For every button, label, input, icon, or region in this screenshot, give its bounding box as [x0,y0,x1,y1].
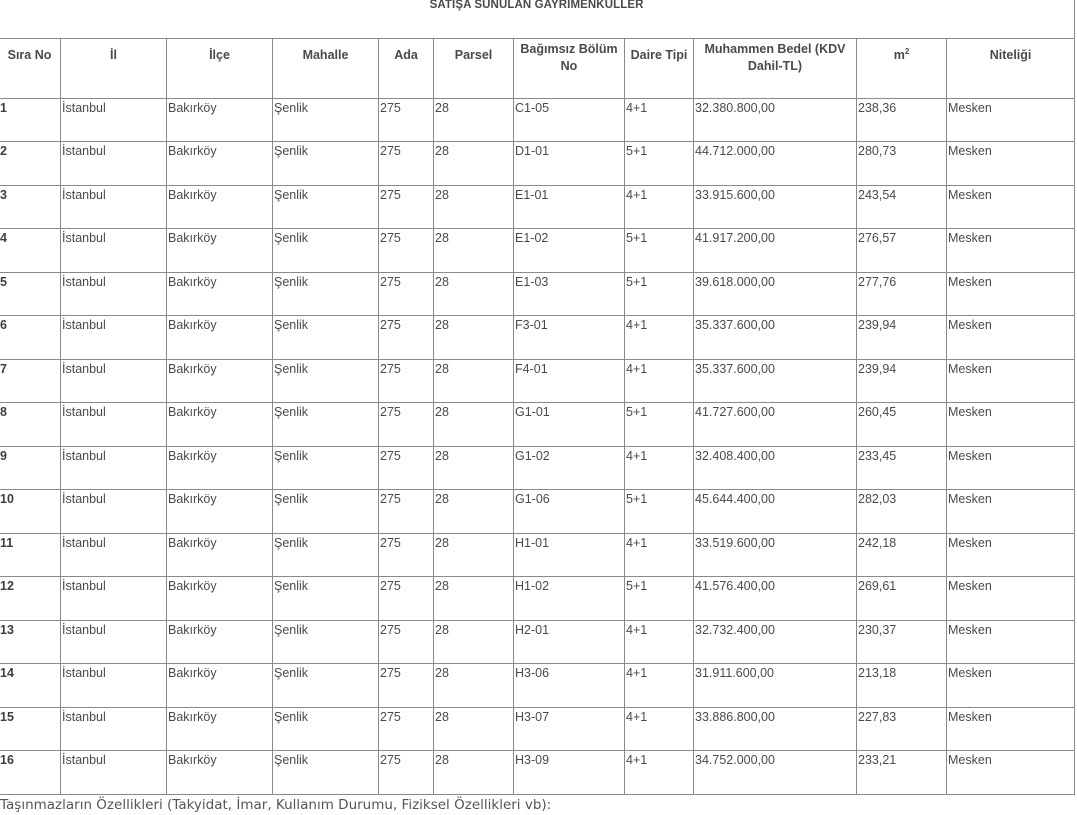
cell-parsel: 28 [434,185,514,229]
cell-m2: 239,94 [857,316,947,360]
cell-ada: 275 [379,229,434,273]
cell-parsel: 28 [434,620,514,664]
table-row [0,229,1075,273]
cell-muhammen-bedel: 35.337.600,00 [694,359,857,403]
cell-sira-no: 11 [0,533,61,577]
cell-daire-tipi: 4+1 [625,664,694,708]
cell-il: İstanbul [61,577,167,621]
cell-niteligi: Mesken [947,98,1075,142]
cell-mahalle: Şenlik [273,620,379,664]
cell-parsel: 28 [434,664,514,708]
table-row [0,533,1075,577]
cell-bagimsiz-bolum-no: H3-06 [514,664,625,708]
cell-bagimsiz-bolum-no: E1-01 [514,185,625,229]
cell-bagimsiz-bolum-no: C1-05 [514,98,625,142]
cell-bagimsiz-bolum-no: D1-01 [514,142,625,186]
cell-bagimsiz-bolum-no: F3-01 [514,316,625,360]
cell-niteligi: Mesken [947,316,1075,360]
cell-parsel: 28 [434,446,514,490]
cell-niteligi: Mesken [947,359,1075,403]
cell-il: İstanbul [61,229,167,273]
cell-il: İstanbul [61,403,167,447]
cell-bagimsiz-bolum-no: E1-02 [514,229,625,273]
cell-muhammen-bedel: 45.644.400,00 [694,490,857,534]
cell-niteligi: Mesken [947,620,1075,664]
table-row [0,316,1075,360]
cell-mahalle: Şenlik [273,185,379,229]
cell-m2: 233,21 [857,751,947,795]
cell-niteligi: Mesken [947,229,1075,273]
cell-niteligi: Mesken [947,664,1075,708]
cell-ilce: Bakırköy [167,707,273,751]
cell-niteligi: Mesken [947,707,1075,751]
cell-mahalle: Şenlik [273,316,379,360]
cell-sira-no: 10 [0,490,61,534]
cell-mahalle: Şenlik [273,533,379,577]
header-m2-sup: 2 [904,46,910,56]
cell-il: İstanbul [61,620,167,664]
cell-ada: 275 [379,359,434,403]
header-daire-tipi: Daire Tipi [625,38,694,98]
header-m2-base: m [893,47,905,62]
cell-ada: 275 [379,707,434,751]
cell-il: İstanbul [61,751,167,795]
table-row [0,751,1075,795]
table-row [0,664,1075,708]
cell-ada: 275 [379,533,434,577]
cell-ada: 275 [379,664,434,708]
cell-niteligi: Mesken [947,577,1075,621]
cell-parsel: 28 [434,490,514,534]
cell-ada: 275 [379,577,434,621]
cell-muhammen-bedel: 32.732.400,00 [694,620,857,664]
cell-ilce: Bakırköy [167,620,273,664]
cell-mahalle: Şenlik [273,490,379,534]
cell-il: İstanbul [61,272,167,316]
cell-daire-tipi: 5+1 [625,272,694,316]
header-parsel: Parsel [434,38,514,98]
cell-muhammen-bedel: 44.712.000,00 [694,142,857,186]
cell-il: İstanbul [61,142,167,186]
cell-ilce: Bakırköy [167,577,273,621]
cell-m2: 277,76 [857,272,947,316]
cell-sira-no: 4 [0,229,61,273]
cell-m2: 233,45 [857,446,947,490]
table-row [0,577,1075,621]
cell-parsel: 28 [434,577,514,621]
cell-daire-tipi: 5+1 [625,490,694,534]
cell-sira-no: 3 [0,185,61,229]
cell-m2: 276,57 [857,229,947,273]
cell-ada: 275 [379,446,434,490]
cell-daire-tipi: 4+1 [625,316,694,360]
cell-bagimsiz-bolum-no: H1-01 [514,533,625,577]
cell-il: İstanbul [61,446,167,490]
cell-muhammen-bedel: 33.519.600,00 [694,533,857,577]
cell-niteligi: Mesken [947,533,1075,577]
cell-bagimsiz-bolum-no: E1-03 [514,272,625,316]
cell-m2: 280,73 [857,142,947,186]
cell-mahalle: Şenlik [273,707,379,751]
cell-ilce: Bakırköy [167,533,273,577]
cell-ilce: Bakırköy [167,403,273,447]
cell-muhammen-bedel: 33.886.800,00 [694,707,857,751]
cell-daire-tipi: 5+1 [625,229,694,273]
cell-ada: 275 [379,272,434,316]
cell-bagimsiz-bolum-no: F4-01 [514,359,625,403]
cell-bagimsiz-bolum-no: G1-02 [514,446,625,490]
cell-daire-tipi: 4+1 [625,620,694,664]
cell-ilce: Bakırköy [167,751,273,795]
header-m2 [857,38,947,98]
cell-parsel: 28 [434,316,514,360]
cell-ilce: Bakırköy [167,316,273,360]
cell-sira-no: 9 [0,446,61,490]
header-ilce: İlçe [167,38,273,98]
cell-parsel: 28 [434,533,514,577]
cell-bagimsiz-bolum-no: G1-06 [514,490,625,534]
table-row [0,403,1075,447]
cell-sira-no: 5 [0,272,61,316]
cell-ilce: Bakırköy [167,446,273,490]
cell-bagimsiz-bolum-no: H3-09 [514,751,625,795]
cell-daire-tipi: 5+1 [625,403,694,447]
cell-muhammen-bedel: 41.576.400,00 [694,577,857,621]
cell-muhammen-bedel: 41.917.200,00 [694,229,857,273]
table-title: SATIŞA SUNULAN GAYRİMENKULLER [0,0,1075,38]
table-row [0,707,1075,751]
cell-ada: 275 [379,185,434,229]
cell-sira-no: 6 [0,316,61,360]
cell-parsel: 28 [434,403,514,447]
cell-mahalle: Şenlik [273,142,379,186]
table-row [0,620,1075,664]
cell-ilce: Bakırköy [167,142,273,186]
table-row [0,142,1075,186]
header-muhammen-bedel: Muhammen Bedel (KDV Dahil-TL) [694,38,857,98]
cell-niteligi: Mesken [947,185,1075,229]
cell-mahalle: Şenlik [273,403,379,447]
cell-il: İstanbul [61,185,167,229]
cell-m2: 260,45 [857,403,947,447]
cell-sira-no: 7 [0,359,61,403]
cell-daire-tipi: 4+1 [625,98,694,142]
cell-ilce: Bakırköy [167,98,273,142]
cell-m2: 238,36 [857,98,947,142]
cell-parsel: 28 [434,142,514,186]
cell-ilce: Bakırköy [167,664,273,708]
cell-bagimsiz-bolum-no: H1-02 [514,577,625,621]
cell-mahalle: Şenlik [273,229,379,273]
cell-mahalle: Şenlik [273,751,379,795]
cell-sira-no: 12 [0,577,61,621]
table-body [0,98,1075,794]
cell-mahalle: Şenlik [273,577,379,621]
cell-niteligi: Mesken [947,272,1075,316]
cell-niteligi: Mesken [947,751,1075,795]
cell-il: İstanbul [61,359,167,403]
cell-mahalle: Şenlik [273,446,379,490]
cell-niteligi: Mesken [947,403,1075,447]
cell-parsel: 28 [434,707,514,751]
cell-il: İstanbul [61,533,167,577]
cell-sira-no: 16 [0,751,61,795]
cell-parsel: 28 [434,272,514,316]
table-row [0,185,1075,229]
properties-note: Taşınmazların Özellikleri (Takyidat, İmar, Kullanım Durumu, Fiziksel Özellikleri vb): [0,797,552,813]
cell-mahalle: Şenlik [273,272,379,316]
cell-niteligi: Mesken [947,490,1075,534]
cell-niteligi: Mesken [947,446,1075,490]
cell-il: İstanbul [61,98,167,142]
cell-ada: 275 [379,620,434,664]
cell-daire-tipi: 4+1 [625,707,694,751]
header-bagimsiz-bolum-no: Bağımsız Bölüm No [514,38,625,98]
cell-muhammen-bedel: 31.911.600,00 [694,664,857,708]
cell-daire-tipi: 4+1 [625,359,694,403]
cell-ada: 275 [379,751,434,795]
cell-parsel: 28 [434,359,514,403]
cell-ilce: Bakırköy [167,490,273,534]
cell-m2: 243,54 [857,185,947,229]
cell-ilce: Bakırköy [167,185,273,229]
cell-bagimsiz-bolum-no: H2-01 [514,620,625,664]
header-niteligi: Niteliği [947,38,1075,98]
cell-m2: 269,61 [857,577,947,621]
cell-m2: 213,18 [857,664,947,708]
cell-daire-tipi: 4+1 [625,533,694,577]
cell-m2: 242,18 [857,533,947,577]
cell-bagimsiz-bolum-no: G1-01 [514,403,625,447]
cell-mahalle: Şenlik [273,664,379,708]
table-row [0,490,1075,534]
cell-ada: 275 [379,142,434,186]
header-il: İl [61,38,167,98]
cell-muhammen-bedel: 41.727.600,00 [694,403,857,447]
cell-m2: 227,83 [857,707,947,751]
cell-sira-no: 14 [0,664,61,708]
table-row [0,272,1075,316]
cell-muhammen-bedel: 39.618.000,00 [694,272,857,316]
cell-ada: 275 [379,403,434,447]
cell-il: İstanbul [61,664,167,708]
cell-muhammen-bedel: 33.915.600,00 [694,185,857,229]
table-row [0,446,1075,490]
cell-daire-tipi: 5+1 [625,142,694,186]
cell-il: İstanbul [61,707,167,751]
header-mahalle: Mahalle [273,38,379,98]
cell-parsel: 28 [434,751,514,795]
cell-sira-no: 2 [0,142,61,186]
cell-ilce: Bakırköy [167,229,273,273]
cell-daire-tipi: 4+1 [625,446,694,490]
cell-ilce: Bakırköy [167,272,273,316]
cell-il: İstanbul [61,490,167,534]
table-row [0,359,1075,403]
cell-bagimsiz-bolum-no: H3-07 [514,707,625,751]
cell-m2: 230,37 [857,620,947,664]
cell-mahalle: Şenlik [273,359,379,403]
cell-m2: 282,03 [857,490,947,534]
table-row [0,98,1075,142]
cell-muhammen-bedel: 32.380.800,00 [694,98,857,142]
cell-muhammen-bedel: 34.752.000,00 [694,751,857,795]
cell-daire-tipi: 5+1 [625,577,694,621]
cell-muhammen-bedel: 35.337.600,00 [694,316,857,360]
cell-daire-tipi: 4+1 [625,751,694,795]
cell-ada: 275 [379,98,434,142]
table-title-row [0,0,1075,38]
cell-parsel: 28 [434,98,514,142]
cell-ilce: Bakırköy [167,359,273,403]
cell-sira-no: 15 [0,707,61,751]
cell-daire-tipi: 4+1 [625,185,694,229]
header-sira-no: Sıra No [0,38,61,98]
cell-mahalle: Şenlik [273,98,379,142]
table-header-row [0,38,1075,98]
cell-sira-no: 13 [0,620,61,664]
header-ada: Ada [379,38,434,98]
cell-sira-no: 8 [0,403,61,447]
cell-muhammen-bedel: 32.408.400,00 [694,446,857,490]
cell-m2: 239,94 [857,359,947,403]
cell-sira-no: 1 [0,98,61,142]
cell-niteligi: Mesken [947,142,1075,186]
cell-il: İstanbul [61,316,167,360]
cell-ada: 275 [379,316,434,360]
cell-parsel: 28 [434,229,514,273]
cell-ada: 275 [379,490,434,534]
